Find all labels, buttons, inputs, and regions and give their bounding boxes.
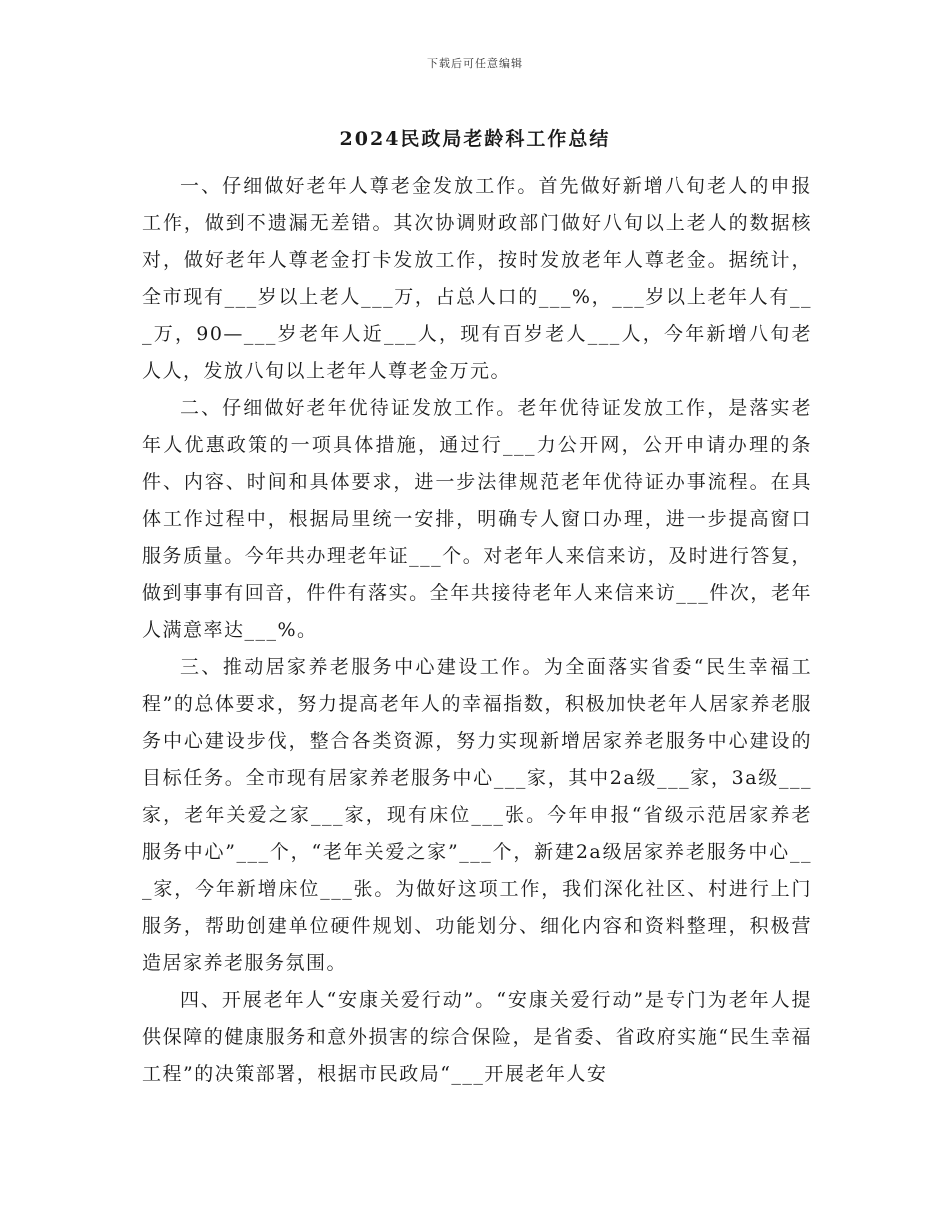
header-note: 下载后可任意编辑 bbox=[427, 57, 523, 70]
paragraph-1: 一、仔细做好老年人尊老金发放工作。首先做好新增八旬老人的申报工作，做到不遗漏无差错。其次协调财政部门做好八旬以上老人的数据核对，做好老年人尊老金打卡发放工作，按时发放老年人尊老金。据统计，全市现有___岁以上老人___万，占总人口的___%，___岁以上老年人有___万，90—___岁老年人近___人，现有百岁老人___人，今年新增八旬老人人，发放八旬以上老年人尊老金万元。 bbox=[142, 175, 812, 382]
paragraph-4: 四、开展老年人“安康关爱行动”。“安康关爱行动”是专门为老年人提供保障的健康服务和意外损害的综合保险，是省委、省政府实施“民生幸福工程”的决策部署，根据市民政局“___开展老年人安 bbox=[142, 989, 812, 1085]
document-title: 2024民政局老龄科工作总结 bbox=[339, 128, 611, 150]
paragraph-2: 二、仔细做好老年优待证发放工作。老年优待证发放工作，是落实老年人优惠政策的一项具体措施，通过行___力公开网，公开申请办理的条件、内容、时间和具体要求，进一步法律规范老年优待证办事流程。在具体工作过程中，根据局里统一安排，明确专人窗口办理，进一步提高窗口服务质量。今年共办理老年证___个。对老年人来信来访，及时进行答复，做到事事有回音，件件有落实。全年共接待老年人来信来访___件次，老年人满意率达___%。 bbox=[142, 397, 812, 641]
document-body bbox=[142, 168, 812, 1093]
paragraph-3: 三、推动居家养老服务中心建设工作。为全面落实省委“民生幸福工程”的总体要求，努力提高老年人的幸福指数，积极加快老年人居家养老服务中心建设步伐，整合各类资源，努力实现新增居家养老服务中心建设的目标任务。全市现有居家养老服务中心___家，其中2a级___家，3a级___家，老年关爱之家___家，现有床位___张。今年申报“省级示范居家养老服务中心”___个，“老年关爱之家”___个，新建2a级居家养老服务中心___家，今年新增床位___张。为做好这项工作，我们深化社区、村进行上门服务，帮助创建单位硬件规划、功能划分、细化内容和资料整理，积极营造居家养老服务氛围。 bbox=[142, 656, 812, 974]
